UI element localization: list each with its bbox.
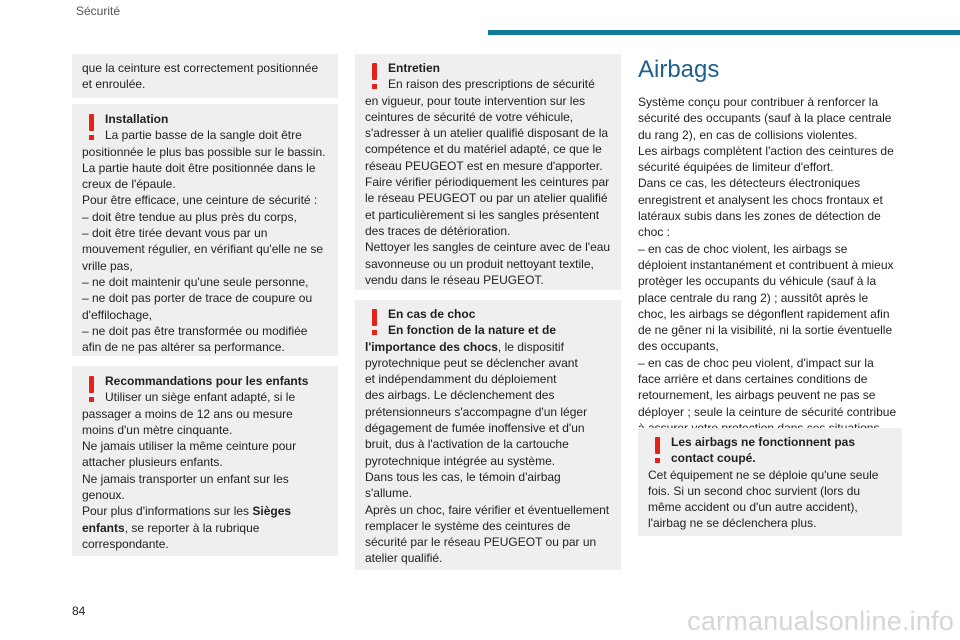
airbag-warning-box [638,428,902,536]
warning-icon [84,376,98,404]
maintenance-line1: En raison des prescriptions de sécurité [388,77,595,92]
body-line: choc : [638,225,671,240]
body-line: dégagement de fumée inoffensive et d'un [365,421,585,436]
body-line: attacher plusieurs enfants. [82,455,223,470]
body-line: mouvement régulier, en vérifiant qu'elle ne se [82,242,324,257]
body-line: sécurité équipées de limiteur d'effort. [638,160,834,175]
body-line: prétensionneurs s'accompagne d'un léger [365,404,588,419]
maintenance-title: Entretien [388,61,441,75]
body-line: – ne doit pas porter de trace de coupure ou [82,291,313,306]
body-line: genoux. [82,488,125,503]
warning-icon [367,63,381,91]
body-line: – doit être tirée devant vous par un [82,226,268,241]
installation-line1: La partie basse de la sangle doit être [105,128,302,143]
body-line: sécurité des occupants (sauf à la place centrale [638,111,892,126]
body-line: Système conçu pour contribuer à renforcer la [638,95,879,109]
body-line: enregistrent et analysent les chocs frontaux et [638,192,883,207]
continued-note-text: que la ceinture est correctement positionnée et enroulée. [82,61,319,92]
body-line: latéraux subis dans les zones de détection de [638,209,881,224]
watermark: carmanualsonline.info [687,606,954,636]
body-line: en vigueur, pour toute intervention sur les [365,93,586,108]
page-number: 84 [72,604,86,618]
crash-title: En cas de choc [388,307,476,321]
body-line: compétence et du matériel adapté, ce que le [365,142,602,157]
reference-text: correspondante. [82,536,169,551]
body-line: Dans tous les cas, le témoin d'airbag [365,469,561,484]
body-line: des airbags. Le déclenchement des [365,388,555,403]
body-line: face arrière et dans certaines conditions de [638,372,868,387]
airbag-warning-title-cont: contact coupé. [671,451,756,466]
body-line: pyrotechnique intégrée au système. [365,453,556,468]
body-line: – ne doit maintenir qu'une seule personne, [82,274,309,289]
body-line: Les airbags complètent l'action des ceintures de [638,143,894,158]
body-line: – doit être tendue au plus près du corps, [82,209,297,224]
body-line: déploient instantanément et contribuent à mieux [638,257,894,272]
body-line: protèger les occupants du véhicule (sauf à la [638,274,877,289]
body-line: choc, les airbags se dégonflent rapidement afin [638,306,890,321]
children-warning-box [72,366,338,556]
body-line: s'allume. [365,486,412,501]
body-line: sécurité par le réseau PEUGEOT ou par un [365,535,597,550]
body-line: de ne gêner ni la visibilité, ni la sortie éventuelle [638,323,893,338]
body-line: Ne jamais utiliser la même ceinture pour [82,439,297,454]
body-line: vendu dans le réseau PEUGEOT. [365,272,544,287]
warning-icon [650,437,664,465]
airbags-section [638,56,904,436]
crash-warning-box [355,300,621,570]
body-line: atelier qualifié. [365,551,443,566]
body-line: positionnée le plus bas possible sur le bassin. [82,144,326,159]
body-line: bruit, dus à l'activation de la cartouche [365,437,569,452]
installation-title: Installation [105,112,169,126]
body-line: Nettoyer les sangles de ceinture avec de l'eau [365,240,611,255]
reference-text: , se reporter à la rubrique [124,520,260,535]
body-line: La partie haute doit être positionnée dans le [82,160,316,175]
reference-link-text: Sièges [252,504,292,519]
body-line: Dans ce cas, les détecteurs électroniques [638,176,861,191]
body-line: passager a moins de 12 ans ou mesure [82,406,293,421]
body-line: Cet équipement ne se déploie qu'une seule [648,467,879,482]
body-line: Après un choc, faire vérifier et éventuellement [365,502,610,517]
body-line: Faire vérifier périodiquement les ceintures par [365,175,610,190]
body-line: et indépendamment du déploiement [365,372,557,387]
crash-subtitle: En fonction de la nature et de [388,323,557,338]
body-line: pyrotechnique peut se déclencher avant [365,355,578,370]
body-line: et particulièrement si les sangles présentent [365,207,600,222]
airbags-heading: Airbags [638,56,720,83]
body-line: savonneuse ou un produit nettoyant textile, [365,256,594,271]
crash-first-line [365,339,611,355]
body-line: – en cas de choc peu violent, d'impact sur la [638,355,874,370]
body-line: remplacer le système des ceintures de [365,518,571,533]
section-title: Sécurité [76,4,121,18]
body-line: s'adresser à un atelier qualifié disposant de la [365,126,609,141]
continued-note-box [72,54,338,98]
header-accent-bar [488,30,960,35]
airbag-warning-title: Les airbags ne fonctionnent pas [671,435,856,449]
body-line: ceintures de sécurité de votre véhicule, [365,109,574,124]
body-line: du rang 2), en cas de collisions violentes. [638,127,858,142]
reference-text: Pour plus d'informations sur les [82,504,253,519]
body-line: afin de ne pas altérer sa performance. [82,340,285,355]
children-title: Recommandations pour les enfants [105,374,309,388]
reference-link-text: enfants [82,520,125,535]
body-line: Pour être efficace, une ceinture de sécurité : [82,193,318,208]
body-line: creux de l'épaule. [82,177,176,192]
crash-text: , le dispositif [497,339,564,354]
body-line: le réseau PEUGEOT ou par un atelier qualifié [365,191,608,206]
body-line: réseau PEUGEOT est en mesure d'apporter. [365,158,603,173]
body-line: retournement, les airbags peuvent ne pas se [638,388,876,403]
body-line: fois. Si un second choc survient (lors du [648,483,861,498]
installation-body [82,144,328,356]
body-line: – en cas de choc violent, les airbags se [638,241,848,256]
installation-warning-box [72,104,338,356]
children-line1: Utiliser un siège enfant adapté, si le [105,390,296,405]
body-line: l'airbag ne se déclenchera plus. [648,516,817,531]
crash-bold-text: l'importance des chocs [365,339,498,354]
warning-icon [84,114,98,142]
body-line: moins d'un mètre cinquante. [82,422,233,437]
body-line: vrille pas, [82,258,133,273]
body-line: – ne doit pas être transformée ou modifiée [82,323,308,338]
children-reference-cont [82,520,328,536]
body-line: des traces de détérioration. [365,223,511,238]
maintenance-warning-box [355,54,621,290]
body-line: des occupants, [638,339,719,354]
warning-icon [367,309,381,337]
body-line: même accident ou d'un autre accident), [648,500,858,515]
body-line: déployer ; seule la ceinture de sécurité contribue [638,404,897,419]
body-line: place centrale du rang 2) ; aussitôt après le [638,290,869,305]
body-line: Ne jamais transporter un enfant sur les [82,471,289,486]
body-line: d'effilochage, [82,307,153,322]
children-reference [82,503,328,519]
